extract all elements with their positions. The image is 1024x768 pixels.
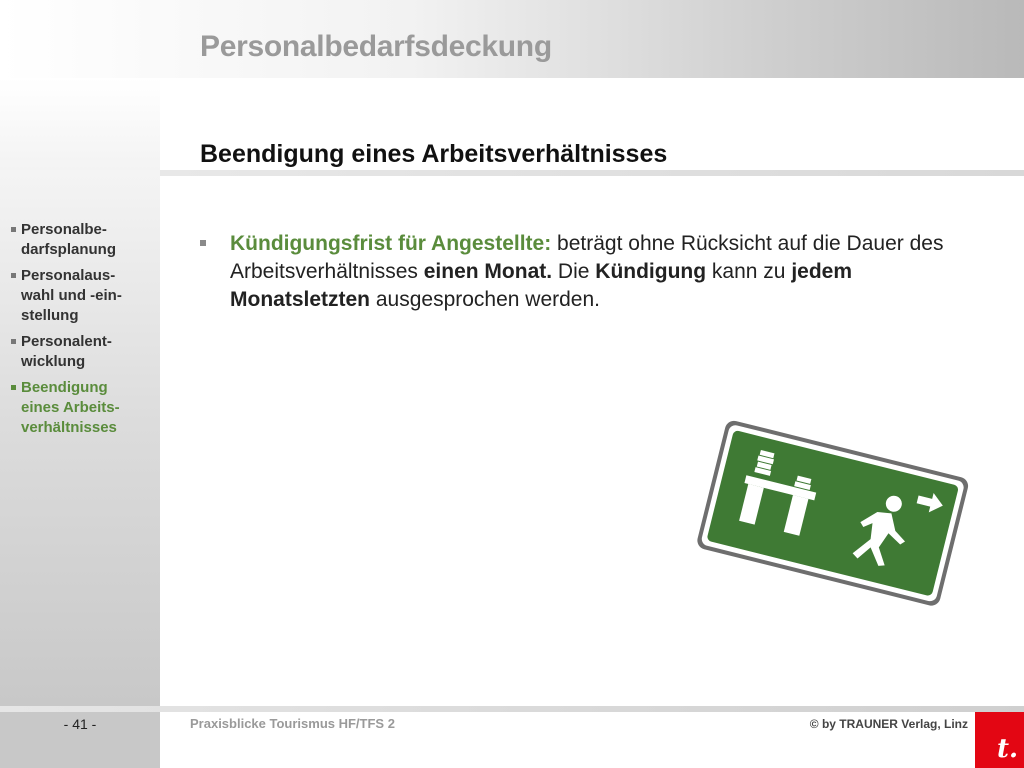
text-bold: einen Monat. — [423, 260, 553, 283]
text-segment: Die — [552, 260, 596, 283]
text-segment: ausgesprochen werden. — [370, 288, 601, 311]
bullet-text — [230, 230, 980, 314]
sidebar-item-label: Personalent- wicklung — [21, 333, 112, 370]
bullet-icon — [11, 339, 16, 344]
text-segment: kann zu — [706, 260, 792, 283]
sidebar-item-label: Personalbe- darfsplanung — [21, 221, 117, 258]
course-title: Praxisblicke Tourismus HF/TFS 2 — [190, 716, 395, 731]
sidebar-item-beendigung[interactable] — [10, 378, 155, 438]
text-segment: beträgt ohne Rücksicht auf die Dauer des Arbeitsverhältnisses — [230, 232, 944, 283]
sidebar-item-personalentwicklung[interactable] — [10, 332, 155, 372]
subtitle-divider — [160, 170, 1024, 176]
sidebar-item-label: Personalaus- wahl und -ein- stellung — [21, 267, 122, 324]
content-bullet — [200, 230, 980, 314]
copyright: © by TRAUNER Verlag, Linz — [809, 717, 968, 731]
page-title: Personalbedarfsdeckung — [200, 30, 552, 63]
sidebar-top — [0, 78, 160, 170]
term-label: Kündigungsfrist für Angestellte: — [230, 232, 552, 255]
sidebar-item-personalauswahl[interactable] — [10, 266, 155, 326]
bullet-icon — [11, 385, 16, 390]
page-number: - 41 - — [63, 716, 97, 732]
trauner-logo — [975, 712, 1024, 768]
bullet-icon — [11, 273, 16, 278]
sidebar-nav — [10, 220, 155, 444]
text-bold: Kündigung — [595, 260, 707, 283]
section-subtitle: Beendigung eines Arbeitsverhältnisses — [200, 140, 668, 168]
sidebar-item-label: Beendigung eines Arbeits- verhältnisses — [21, 379, 120, 436]
text-bold: jedem Monatsletzten — [230, 260, 853, 311]
bullet-icon — [11, 227, 16, 232]
bullet-icon — [200, 240, 206, 246]
logo-text: t. — [996, 734, 1018, 764]
emergency-exit-sign-icon — [690, 405, 975, 620]
sidebar-item-personalbedarfsplanung[interactable] — [10, 220, 155, 260]
